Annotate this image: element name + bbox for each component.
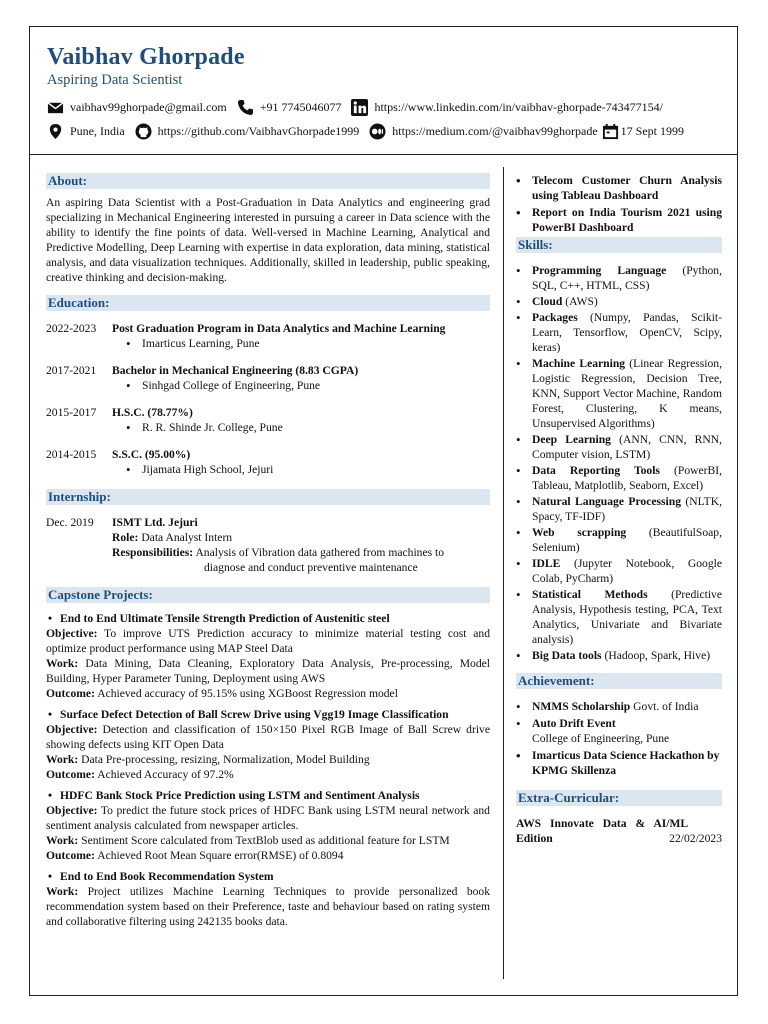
extra-curricular-heading: Extra-Curricular: xyxy=(516,790,722,806)
project-title: • HDFC Bank Stock Price Prediction using LSTM and Sentiment Analysis xyxy=(46,788,490,803)
skill-item xyxy=(516,525,722,555)
calendar-icon xyxy=(602,123,619,140)
education-heading: Education: xyxy=(46,295,490,311)
skill-name: Machine Learning xyxy=(532,357,626,370)
linkedin-icon xyxy=(351,99,368,116)
project-line xyxy=(46,752,490,767)
education-school: • R. R. Shinde Jr. College, Pune xyxy=(126,420,490,435)
extra-curricular-item xyxy=(516,816,722,846)
skill-name: Programming Language xyxy=(532,264,667,277)
education-list xyxy=(46,321,490,477)
skill-detail: (Python, SQL, C++, HTML, CSS) xyxy=(532,264,722,292)
project-label: Outcome: xyxy=(46,849,95,862)
education-school: • Sinhgad College of Engineering, Pune xyxy=(126,378,490,393)
extra-event-cont: Edition xyxy=(516,832,553,845)
achievement-item: • Imarticus Data Science Hackathon by KPMG Skillenza xyxy=(516,748,722,778)
skill-name: Cloud xyxy=(532,295,563,308)
skill-detail: (ANN, CNN, RNN, Computer vision, LSTM) xyxy=(532,433,722,461)
candidate-name: Vaibhav Ghorpade xyxy=(47,44,245,70)
internship-responsibilities-cont: diagnose and conduct preventive maintenance xyxy=(204,561,418,574)
project-title: • Surface Defect Detection of Ball Screw Drive using Vgg19 Image Classification xyxy=(46,707,490,722)
about-heading: About: xyxy=(46,173,490,189)
github-icon xyxy=(135,123,152,140)
skill-name: Statistical Methods xyxy=(532,588,648,601)
responsibilities-label: Responsibilities: xyxy=(112,546,194,559)
phone-icon xyxy=(237,99,254,116)
header-divider xyxy=(30,154,737,155)
skill-detail: (Numpy, Pandas, Scikit-Learn, Tensorflow, OpenCV, Scipy, keras) xyxy=(532,311,722,354)
medium-link[interactable]: https://medium.com/@vaibhav99ghorpade xyxy=(392,123,598,138)
skill-item xyxy=(516,587,722,647)
project-line xyxy=(46,803,490,833)
skill-item xyxy=(516,463,722,493)
skill-detail: (PowerBI, Tableau, Matplotlib, Seaborn, Excel) xyxy=(532,464,722,492)
project-line xyxy=(46,656,490,686)
project-item xyxy=(46,707,490,782)
project-label: Outcome: xyxy=(46,768,95,781)
education-degree: S.S.C. (95.00%) xyxy=(112,448,191,461)
skill-detail: (Hadoop, Spark, Hive) xyxy=(604,649,711,662)
skill-item xyxy=(516,356,722,431)
skills-list xyxy=(516,263,722,663)
internship-company: ISMT Ltd. Jejuri xyxy=(112,516,198,529)
skill-name: Deep Learning xyxy=(532,433,611,446)
contact-row-1 xyxy=(47,97,673,117)
capstone-heading: Capstone Projects: xyxy=(46,587,490,603)
project-line xyxy=(46,686,490,701)
skill-detail: (AWS) xyxy=(565,295,598,308)
internship-role-line xyxy=(112,530,490,545)
education-item xyxy=(46,405,490,435)
skill-name: Packages xyxy=(532,311,578,324)
skill-item xyxy=(516,648,722,663)
role-label: Role: xyxy=(112,531,139,544)
about-text: An aspiring Data Scientist with a Post-Graduation in Data Analytics and engineering grad specializing in Mechanical Engineering interested in pursuing a career in Data science with the ability to identify the fine points of data. Well-versed in Machine Learning, Analytical and Predictive Modelling, Deep Learning with expertise in data exploration, data mining, statistical analysis, and data visualization techniques. Additionally, skilled in leadership, public speaking, creative thinking and decision-making. xyxy=(46,196,490,284)
achievement-detail: Govt. of India xyxy=(633,700,699,713)
project-text: Data Mining, Data Cleaning, Exploratory Data Analysis, Pre-processing, Model Building, Hyper Parameter Tuning, Deployment using AWS xyxy=(46,657,491,685)
project-label: Outcome: xyxy=(46,687,95,700)
education-years: 2017-2021 xyxy=(46,364,97,377)
project-text: Sentiment Score calculated from TextBlob used as additional feature for LSTM xyxy=(81,834,450,847)
envelope-icon xyxy=(47,99,64,116)
project-line xyxy=(46,626,490,656)
skill-name: Big Data tools xyxy=(532,649,602,662)
candidate-title: Aspiring Data Scientist xyxy=(47,72,183,88)
github-link[interactable]: https://github.com/VaibhavGhorpade1999 xyxy=(157,123,360,138)
internship-resp-line xyxy=(112,545,490,560)
achievement-name: Auto Drift Event xyxy=(532,717,616,730)
right-column xyxy=(516,171,722,846)
project-line xyxy=(46,833,490,848)
internship-role: Data Analyst Intern xyxy=(141,531,233,544)
skill-item xyxy=(516,432,722,462)
project-label: Work: xyxy=(46,657,79,670)
achievement-name: NMMS Scholarship xyxy=(532,700,631,713)
project-title: • End to End Book Recommendation System xyxy=(46,869,490,884)
skill-detail: (NLTK, Spacy, TF-IDF) xyxy=(532,495,723,523)
left-column xyxy=(46,171,490,935)
internship-item xyxy=(46,515,490,575)
project-text: Project utilizes Machine Learning Techniques to provide personalized book recommendation system based on their Preference, taste and behaviour based on rating system and collaborative filtering using 242135 books data. xyxy=(46,885,491,928)
project-line xyxy=(46,884,490,929)
skill-name: IDLE xyxy=(532,557,561,570)
education-school: • Jijamata High School, Jejuri xyxy=(126,462,490,477)
skill-item xyxy=(516,310,722,355)
project-text: To improve UTS Prediction accuracy to minimize material testing cost and optimize product performance using MAP Steel Data xyxy=(46,627,490,655)
achievement-item xyxy=(516,716,722,746)
skill-item xyxy=(516,263,722,293)
skill-detail: (BeautifulSoap, Selenium) xyxy=(532,526,722,554)
education-years: 2022-2023 xyxy=(46,322,97,335)
capstone-list xyxy=(46,611,490,929)
skill-name: Data Reporting Tools xyxy=(532,464,660,477)
achievement-item xyxy=(516,699,722,714)
date-of-birth: 17 Sept 1999 xyxy=(620,123,684,138)
project-item xyxy=(46,869,490,929)
project-text: To predict the future stock prices of HDFC Bank using LSTM neural network and sentiment analysis calculated from newspaper articles. xyxy=(46,804,490,832)
contact-row-2 xyxy=(47,121,694,141)
skills-heading: Skills: xyxy=(516,237,722,253)
resume-page xyxy=(29,26,738,996)
education-degree: Post Graduation Program in Data Analytics and Machine Learning xyxy=(112,322,446,335)
phone-number[interactable]: +91 7745046077 xyxy=(259,99,342,114)
extra-line2 xyxy=(516,831,722,846)
education-school: • Imarticus Learning, Pune xyxy=(126,336,490,351)
internship-responsibilities: Analysis of Vibration data gathered from machines to xyxy=(195,546,445,559)
project-label: Work: xyxy=(46,885,79,898)
location-pin-icon xyxy=(47,123,64,140)
skill-item xyxy=(516,556,722,586)
project-label: Work: xyxy=(46,753,79,766)
education-item xyxy=(46,321,490,351)
project-line xyxy=(46,767,490,782)
project-text: Achieved Accuracy of 97.2% xyxy=(97,768,234,781)
project-item xyxy=(46,788,490,863)
linkedin-link[interactable]: https://www.linkedin.com/in/vaibhav-ghorpade-743477154/ xyxy=(374,99,663,114)
project-text: Data Pre-processing, resizing, Normalization, Model Building xyxy=(81,753,370,766)
skill-detail: (Jupyter Notebook, Google Colab, PyCharm) xyxy=(532,557,722,585)
achievement-heading: Achievement: xyxy=(516,673,722,689)
project-item xyxy=(46,611,490,701)
project-line xyxy=(46,848,490,863)
internship-date: Dec. 2019 xyxy=(46,516,94,529)
dashboard-project: • Telecom Customer Churn Analysis using Tableau Dashboard xyxy=(516,173,722,203)
education-degree: Bachelor in Mechanical Engineering (8.83 CGPA) xyxy=(112,364,359,377)
education-degree: H.S.C. (78.77%) xyxy=(112,406,193,419)
education-item xyxy=(46,447,490,477)
column-divider xyxy=(503,167,504,979)
skill-detail: (Predictive Analysis, Hypothesis testing, PCA, Text Analytics, Univariate and Bivariate analysis) xyxy=(532,588,722,646)
internship-heading: Internship: xyxy=(46,489,490,505)
project-text: Achieved Root Mean Square error(RMSE) of 0.8094 xyxy=(97,849,344,862)
extra-line1 xyxy=(516,816,722,831)
skill-name: Web scrapping xyxy=(532,526,627,539)
project-label: Work: xyxy=(46,834,79,847)
extra-date: 22/02/2023 xyxy=(669,832,722,845)
project-line xyxy=(46,722,490,752)
achievement-sub: College of Engineering, Pune xyxy=(532,732,670,745)
project-label: Objective: xyxy=(46,723,98,736)
email-link[interactable]: vaibhav99ghorpade@gmail.com xyxy=(70,99,227,114)
education-item xyxy=(46,363,490,393)
skill-detail: (Linear Regression, Logistic Regression, Decision Tree, KNN, Support Vector Machine, Random Forest, Clustering, K means, Unsupervised Algorithms) xyxy=(532,357,722,430)
project-label: Objective: xyxy=(46,627,98,640)
project-text: Achieved accuracy of 95.15% using XGBoost Regression model xyxy=(97,687,398,700)
dashboard-project: • Report on India Tourism 2021 using PowerBI Dashboard xyxy=(516,205,722,235)
medium-icon xyxy=(369,123,386,140)
education-years: 2014-2015 xyxy=(46,448,97,461)
skill-name: Natural Language Processing xyxy=(532,495,681,508)
location-text: Pune, India xyxy=(70,123,125,138)
project-label: Objective: xyxy=(46,804,98,817)
extra-event: AWS Innovate Data & AI/ML xyxy=(516,817,689,830)
skill-item xyxy=(516,494,722,524)
project-text: Detection and classification of 150×150 Pixel RGB Image of Ball Screw drive showing defects using KIT Open Data xyxy=(46,723,490,751)
project-title: • End to End Ultimate Tensile Strength Prediction of Austenitic steel xyxy=(46,611,490,626)
skill-item xyxy=(516,294,722,309)
achievement-list xyxy=(516,699,722,778)
education-years: 2015-2017 xyxy=(46,406,97,419)
